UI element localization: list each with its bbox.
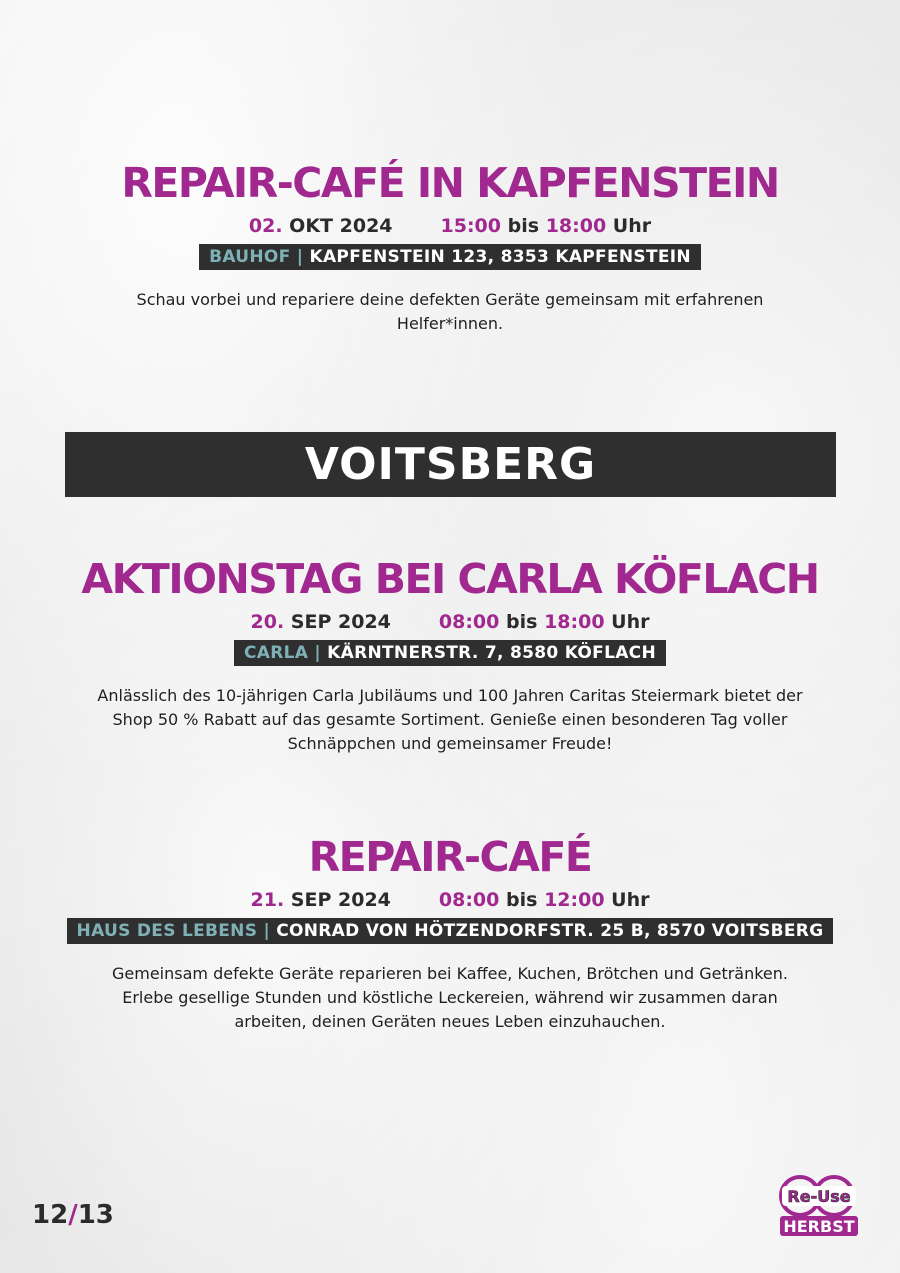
- time-unit: Uhr: [612, 215, 652, 237]
- date-month-year: SEP 2024: [290, 611, 391, 633]
- time-start: 08:00: [438, 611, 500, 633]
- event-description: Anlässlich des 10-jährigen Carla Jubiläums und 100 Jahren Caritas Steiermark bietet der Shop 50 % Rabatt auf das gesamte Sortiment. Genieße einen besonderen Tag voller Schnäppchen und gemeinsamer Freude!: [97, 686, 803, 753]
- date-month-year: OKT 2024: [289, 215, 393, 237]
- event-title: AKTIONSTAG BEI CARLA KÖFLACH: [81, 555, 819, 603]
- time-end: 18:00: [545, 215, 607, 237]
- event-datetime: [0, 886, 900, 914]
- event-date: [251, 886, 391, 914]
- time-start: 15:00: [440, 215, 501, 237]
- time-sep: bis: [506, 611, 538, 633]
- event-date: [249, 212, 393, 240]
- event-location: [234, 640, 666, 666]
- event-time: [441, 212, 652, 240]
- time-unit: Uhr: [611, 611, 650, 633]
- event-datetime: [0, 608, 900, 636]
- time-end: 18:00: [544, 611, 605, 633]
- page-separator: /: [68, 1200, 78, 1230]
- date-day: 21.: [250, 889, 285, 911]
- event-title: REPAIR-CAFÉ: [308, 833, 592, 881]
- page-total: 13: [77, 1200, 114, 1230]
- event-location: [67, 918, 834, 944]
- event-time: [439, 886, 650, 914]
- time-sep: bis: [507, 215, 540, 237]
- location-venue: HAUS DES LEBENS |: [76, 921, 270, 941]
- location-venue: BAUHOF |: [209, 247, 304, 267]
- location-address: KÄRNTNERSTR. 7, 8580 KÖFLACH: [327, 643, 656, 663]
- location-address: CONRAD VON HÖTZENDORFSTR. 25 B, 8570 VOITSBERG: [276, 921, 824, 941]
- event-repair-cafe-kapfenstein: [0, 158, 900, 336]
- event-location: [199, 244, 701, 270]
- event-aktionstag-carla: [0, 554, 900, 756]
- location-address: KAPFENSTEIN 123, 8353 KAPFENSTEIN: [309, 247, 691, 267]
- event-datetime: [0, 212, 900, 240]
- time-start: 08:00: [438, 889, 500, 911]
- logo-text-reuse: Re-Use: [787, 1187, 851, 1206]
- date-day: 20.: [250, 611, 285, 633]
- event-title: REPAIR-CAFÉ IN KAPFENSTEIN: [121, 159, 779, 207]
- reuse-herbst-logo-icon: [776, 1172, 862, 1240]
- event-date: [251, 608, 391, 636]
- time-sep: bis: [506, 889, 538, 911]
- location-venue: CARLA |: [244, 643, 321, 663]
- logo-text-herbst: HERBST: [783, 1217, 855, 1236]
- page-number: [32, 1200, 114, 1230]
- page-current: 12: [32, 1200, 69, 1230]
- time-end: 12:00: [544, 889, 605, 911]
- event-description: Schau vorbei und repariere deine defekten Geräte gemeinsam mit erfahrenen Helfer*innen.: [136, 290, 764, 333]
- region-heading: VOITSBERG: [65, 432, 836, 497]
- event-time: [439, 608, 650, 636]
- event-repair-cafe-voitsberg: [0, 832, 900, 1034]
- date-month-year: SEP 2024: [290, 889, 391, 911]
- time-unit: Uhr: [611, 889, 650, 911]
- event-description: Gemeinsam defekte Geräte reparieren bei Kaffee, Kuchen, Brötchen und Getränken. Erlebe gesellige Stunden und köstliche Leckereien, während wir zusammen daran arbeiten, deinen Geräten neues Leben einzuhauchen.: [112, 964, 788, 1031]
- date-day: 02.: [248, 215, 283, 237]
